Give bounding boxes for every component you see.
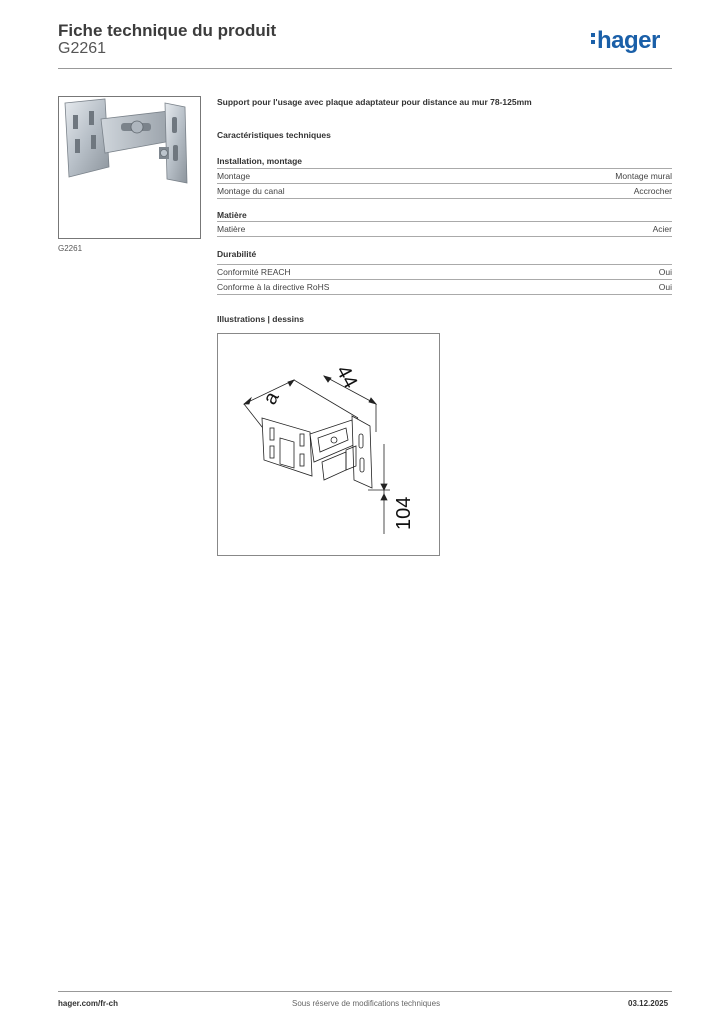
group-title-material: Matière [217,210,247,220]
footer-website-link[interactable]: hager.com/fr-ch [58,999,119,1008]
spec-row [217,264,672,279]
photo-caption: G2261 [58,244,83,253]
spec-row [217,279,672,295]
product-photo [58,96,201,239]
group-title-durability: Durabilité [217,249,257,259]
product-code: G2261 [58,40,107,57]
spec-label: Montage [217,171,251,181]
dim-44-label: 44 [331,362,362,392]
technical-drawing [217,333,440,556]
illustrations-heading: Illustrations | dessins [217,314,304,324]
spec-label: Montage du canal [217,186,285,196]
bracket-photo-icon [59,97,200,238]
logo-text: hager [597,27,660,54]
spec-value: Montage mural [615,171,672,181]
spec-row [217,221,672,237]
dim-104-label: 104 [393,496,415,530]
logo-dots-icon [591,33,596,47]
dimension-drawing-icon [218,334,439,555]
footer-disclaimer: Sous réserve de modifications techniques [292,999,441,1008]
footer-date: 03.12.2025 [628,999,669,1008]
header-divider [58,68,672,69]
page-title: Fiche technique du produit [58,21,277,40]
spec-value: Accrocher [633,186,672,196]
hager-logo[interactable] [591,27,660,55]
dim-a-label: a [258,388,284,409]
specs-heading: Caractéristiques techniques [217,130,331,140]
group-title-installation: Installation, montage [217,156,303,166]
footer-divider [58,991,672,992]
spec-label: Conformité REACH [217,267,291,277]
spec-value: Oui [658,282,672,292]
product-description: Support pour l'usage avec plaque adaptateur pour distance au mur 78-125mm [217,97,532,107]
spec-row [217,183,672,199]
spec-label: Conforme à la directive RoHS [217,282,330,292]
spec-value: Oui [658,267,672,277]
spec-label: Matière [217,224,246,234]
spec-value: Acier [652,224,672,234]
spec-row [217,168,672,183]
